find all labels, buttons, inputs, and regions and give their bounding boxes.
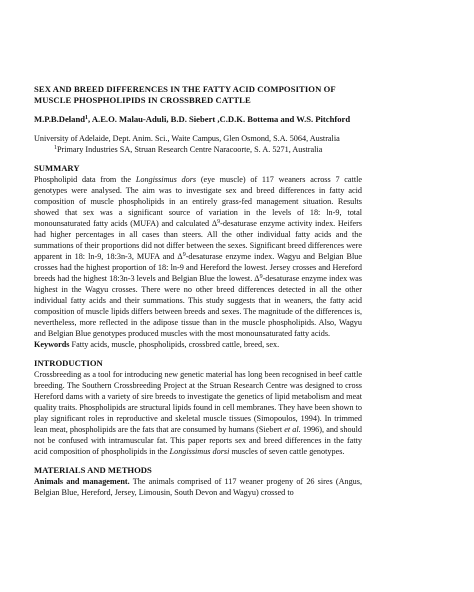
summary-paragraph bbox=[34, 174, 362, 339]
title-line-1: SEX AND BREED DIFFERENCES IN THE FATTY ACID COMPOSITION OF bbox=[34, 84, 336, 94]
author-list bbox=[34, 114, 362, 125]
methods-paragraph bbox=[34, 476, 362, 498]
first-author: M.P.B.Deland bbox=[34, 114, 86, 124]
summary-text-5: -desaturase enzyme index was highest in the Wagyu crosses. There were no other breed differences detected in all the other individual fatty acids and their summations. This study suggests that in weaners, the fatty acid composition of muscle lipids differs between breeds and sexes. The magnitude of the differences is, nevertheless, more reflected in the adipose tissue than in the muscle phospholipids. Also, Wagyu and Belgian Blue genotypes produced muscles with the most monounsaturated fatty acids. bbox=[34, 274, 362, 338]
title-line-2: MUSCLE PHOSPHOLIPIDS IN CROSSBRED CATTLE bbox=[34, 95, 251, 105]
intro-text-2: 1996), and should not be confused with intramuscular fat. This paper reports sex and breed differences in the fatty acid composition of phospholipids in the bbox=[34, 425, 363, 456]
summary-sup-3: 9 bbox=[259, 274, 263, 280]
introduction-paragraph bbox=[34, 369, 362, 457]
keywords-line bbox=[34, 339, 362, 350]
keywords-text: Fatty acids, muscle, phospholipids, crossbred cattle, breed, sex. bbox=[69, 340, 280, 349]
keywords-label: Keywords bbox=[34, 340, 70, 349]
methods-heading: MATERIALS AND METHODS bbox=[34, 465, 152, 475]
affiliation-2-mark: 1 bbox=[54, 145, 57, 151]
affiliation-2: Primary Industries SA, Struan Research Centre Naracoorte, S. A. 5271, Australia bbox=[57, 145, 323, 154]
affiliation-2-line bbox=[34, 144, 362, 155]
summary-heading: SUMMARY bbox=[34, 163, 80, 173]
methods-subheading: Animals and management. bbox=[34, 477, 130, 486]
summary-text-3: -desaturase enzyme activity index. Heifers had higher percentages in all cases than steers. All the other individual fatty acids and the summations of their proportions did not differ between the sexes. Significant breed differences were apparent in 18: ln-9, 18:3n-3, MUFA and Δ bbox=[34, 219, 363, 261]
intro-italic-1: et al. bbox=[282, 425, 301, 434]
summary-sup-1: 9 bbox=[217, 219, 221, 225]
introduction-heading: INTRODUCTION bbox=[34, 358, 103, 368]
affiliations bbox=[34, 133, 362, 155]
summary-species-term: Longissimus dors bbox=[135, 175, 197, 184]
intro-text-1: Crossbreeding as a tool for introducing new genetic material has long been recognised in beef cattle breeding. The Southern Crossbreeding Project at the Struan Research Centre was designed to cross Hereford dams with a variety of sire breeds to investigate the genetics of lipid metabolism and meat quality traits. Phospholipids are structural lipids found in cell membranes. They have been shown to play significant roles in reproductive and skeletal muscle tissues (Simopoulos, 1994). In trimmed lean meat, phospholipids are the fats that are consumed by humans (Siebert bbox=[34, 370, 362, 434]
methods-text: The animals comprised of 117 weaner progeny of 26 sires (Angus, Belgian Blue, Hereford, Jersey, Limousin, South Devon and Wagyu) crossed to bbox=[34, 477, 362, 497]
summary-text-1: Phospholipid data from the bbox=[34, 175, 132, 184]
affiliation-1: University of Adelaide, Dept. Anim. Sci., Waite Campus, Glen Osmond, S.A. 5064, Australia bbox=[34, 134, 340, 143]
summary-sup-2: 9 bbox=[182, 252, 186, 258]
summary-text-2: (eye muscle) of 117 weaners across 7 cattle genotypes were analysed. The aim was to investigate sex and breed differences in fatty acid composition of muscle phospholipids in an entirely grass-fed management situation. Results showed that sex was a significant source of variation in the levels of 18: ln-9, total monounsaturated fatty acids (MUFA) and calculated Δ bbox=[34, 175, 363, 228]
first-author-affiliation-mark: 1 bbox=[85, 115, 89, 121]
summary-text-4: -desaturase enzyme index. Wagyu and Belgian Blue crosses had the highest proportion of 18: ln-9 and Hereford the lowest. Jersey crosses and Hereford breeds had the highest 18:3n-3 levels and Belgian Blue the lowest. Δ bbox=[34, 252, 363, 283]
paper-title bbox=[34, 84, 362, 106]
intro-italic-2: Longissimus dorsi bbox=[167, 447, 230, 456]
intro-text-3: muscles of seven cattle genotypes. bbox=[229, 447, 345, 456]
other-authors: , A.E.O. Malau-Aduli, B.D. Siebert ,C.D.K. Bottema and W.S. Pitchford bbox=[88, 114, 351, 124]
